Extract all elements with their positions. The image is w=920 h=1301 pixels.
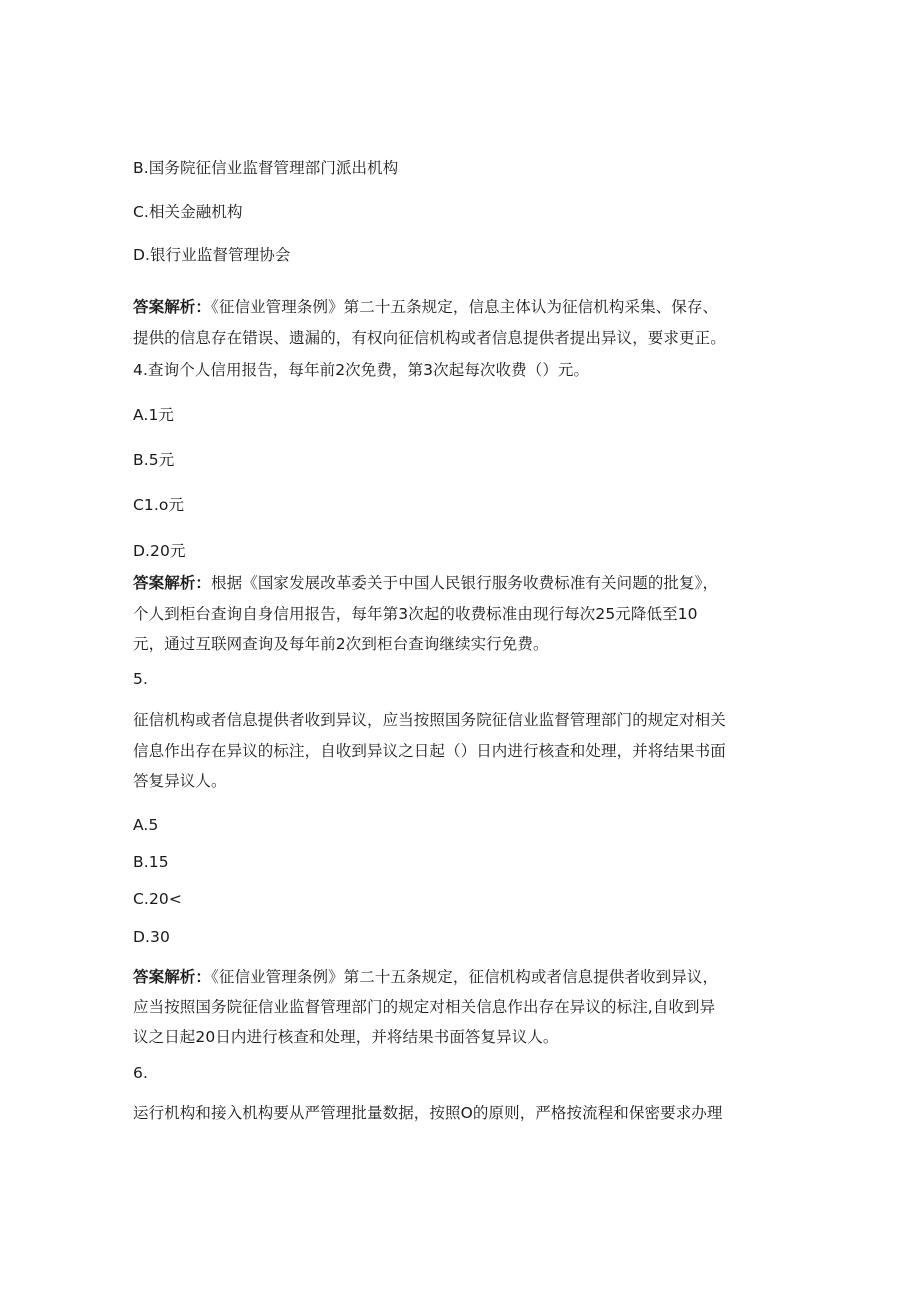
answer-text-line: 个人到柜台查询自身信用报告，每年第3次起的收费标准由现行每次25元降低至10 <box>133 605 698 623</box>
option-c: C1.o元 <box>133 496 185 514</box>
answer-explanation-3: 答案解析：《征信业管理条例》第二十五条规定，信息主体认为征信机构采集、保存、 <box>133 298 719 316</box>
option-b: B.国务院征信业监督管理部门派出机构 <box>133 159 399 177</box>
option-d: D.银行业监督管理协会 <box>133 246 291 264</box>
question-number-6: 6. <box>133 1064 148 1082</box>
option-b: B.15 <box>133 853 169 871</box>
question-5-text: 信息作出存在异议的标注，自收到异议之日起（）日内进行核查和处理，并将结果书面 <box>133 742 726 760</box>
answer-label: 答案解析： <box>133 968 212 986</box>
answer-label: 答案解析： <box>133 574 212 592</box>
answer-text-line: 提供的信息存在错误、遗漏的，有权向征信机构或者信息提供者提出异议，要求更正。 <box>133 329 726 347</box>
question-6-text: 运行机构和接入机构要从严管理批量数据，按照O的原则，严格按流程和保密要求办理 <box>133 1104 723 1122</box>
question-4: 4.查询个人信用报告，每年前2次免费，第3次起每次收费（）元。 <box>133 361 590 379</box>
option-c: C.相关金融机构 <box>133 203 243 221</box>
option-a: A.5 <box>133 816 159 834</box>
option-a: A.1元 <box>133 406 175 424</box>
option-d: D.20元 <box>133 542 186 560</box>
option-c: C.20< <box>133 890 182 908</box>
option-b: B.5元 <box>133 451 175 469</box>
answer-text-line: 应当按照国务院征信业监督管理部门的规定对相关信息作出存在异议的标注,自收到异 <box>133 998 716 1016</box>
answer-text-line: 议之日起20日内进行核查和处理，并将结果书面答复异议人。 <box>133 1028 559 1046</box>
question-5-text: 征信机构或者信息提供者收到异议，应当按照国务院征信业监督管理部门的规定对相关 <box>133 711 726 729</box>
answer-explanation-5: 答案解析：《征信业管理条例》第二十五条规定，征信机构或者信息提供者收到异议， <box>133 968 719 986</box>
answer-explanation-4: 答案解析：根据《国家发展改革委关于中国人民银行服务收费标准有关问题的批复》， <box>133 574 719 592</box>
question-number-5: 5. <box>133 670 148 688</box>
option-d: D.30 <box>133 928 170 946</box>
question-5-text: 答复异议人。 <box>133 772 227 790</box>
answer-label: 答案解析： <box>133 298 212 316</box>
answer-text-line: 元，通过互联网查询及每年前2次到柜台查询继续实行免费。 <box>133 635 549 653</box>
